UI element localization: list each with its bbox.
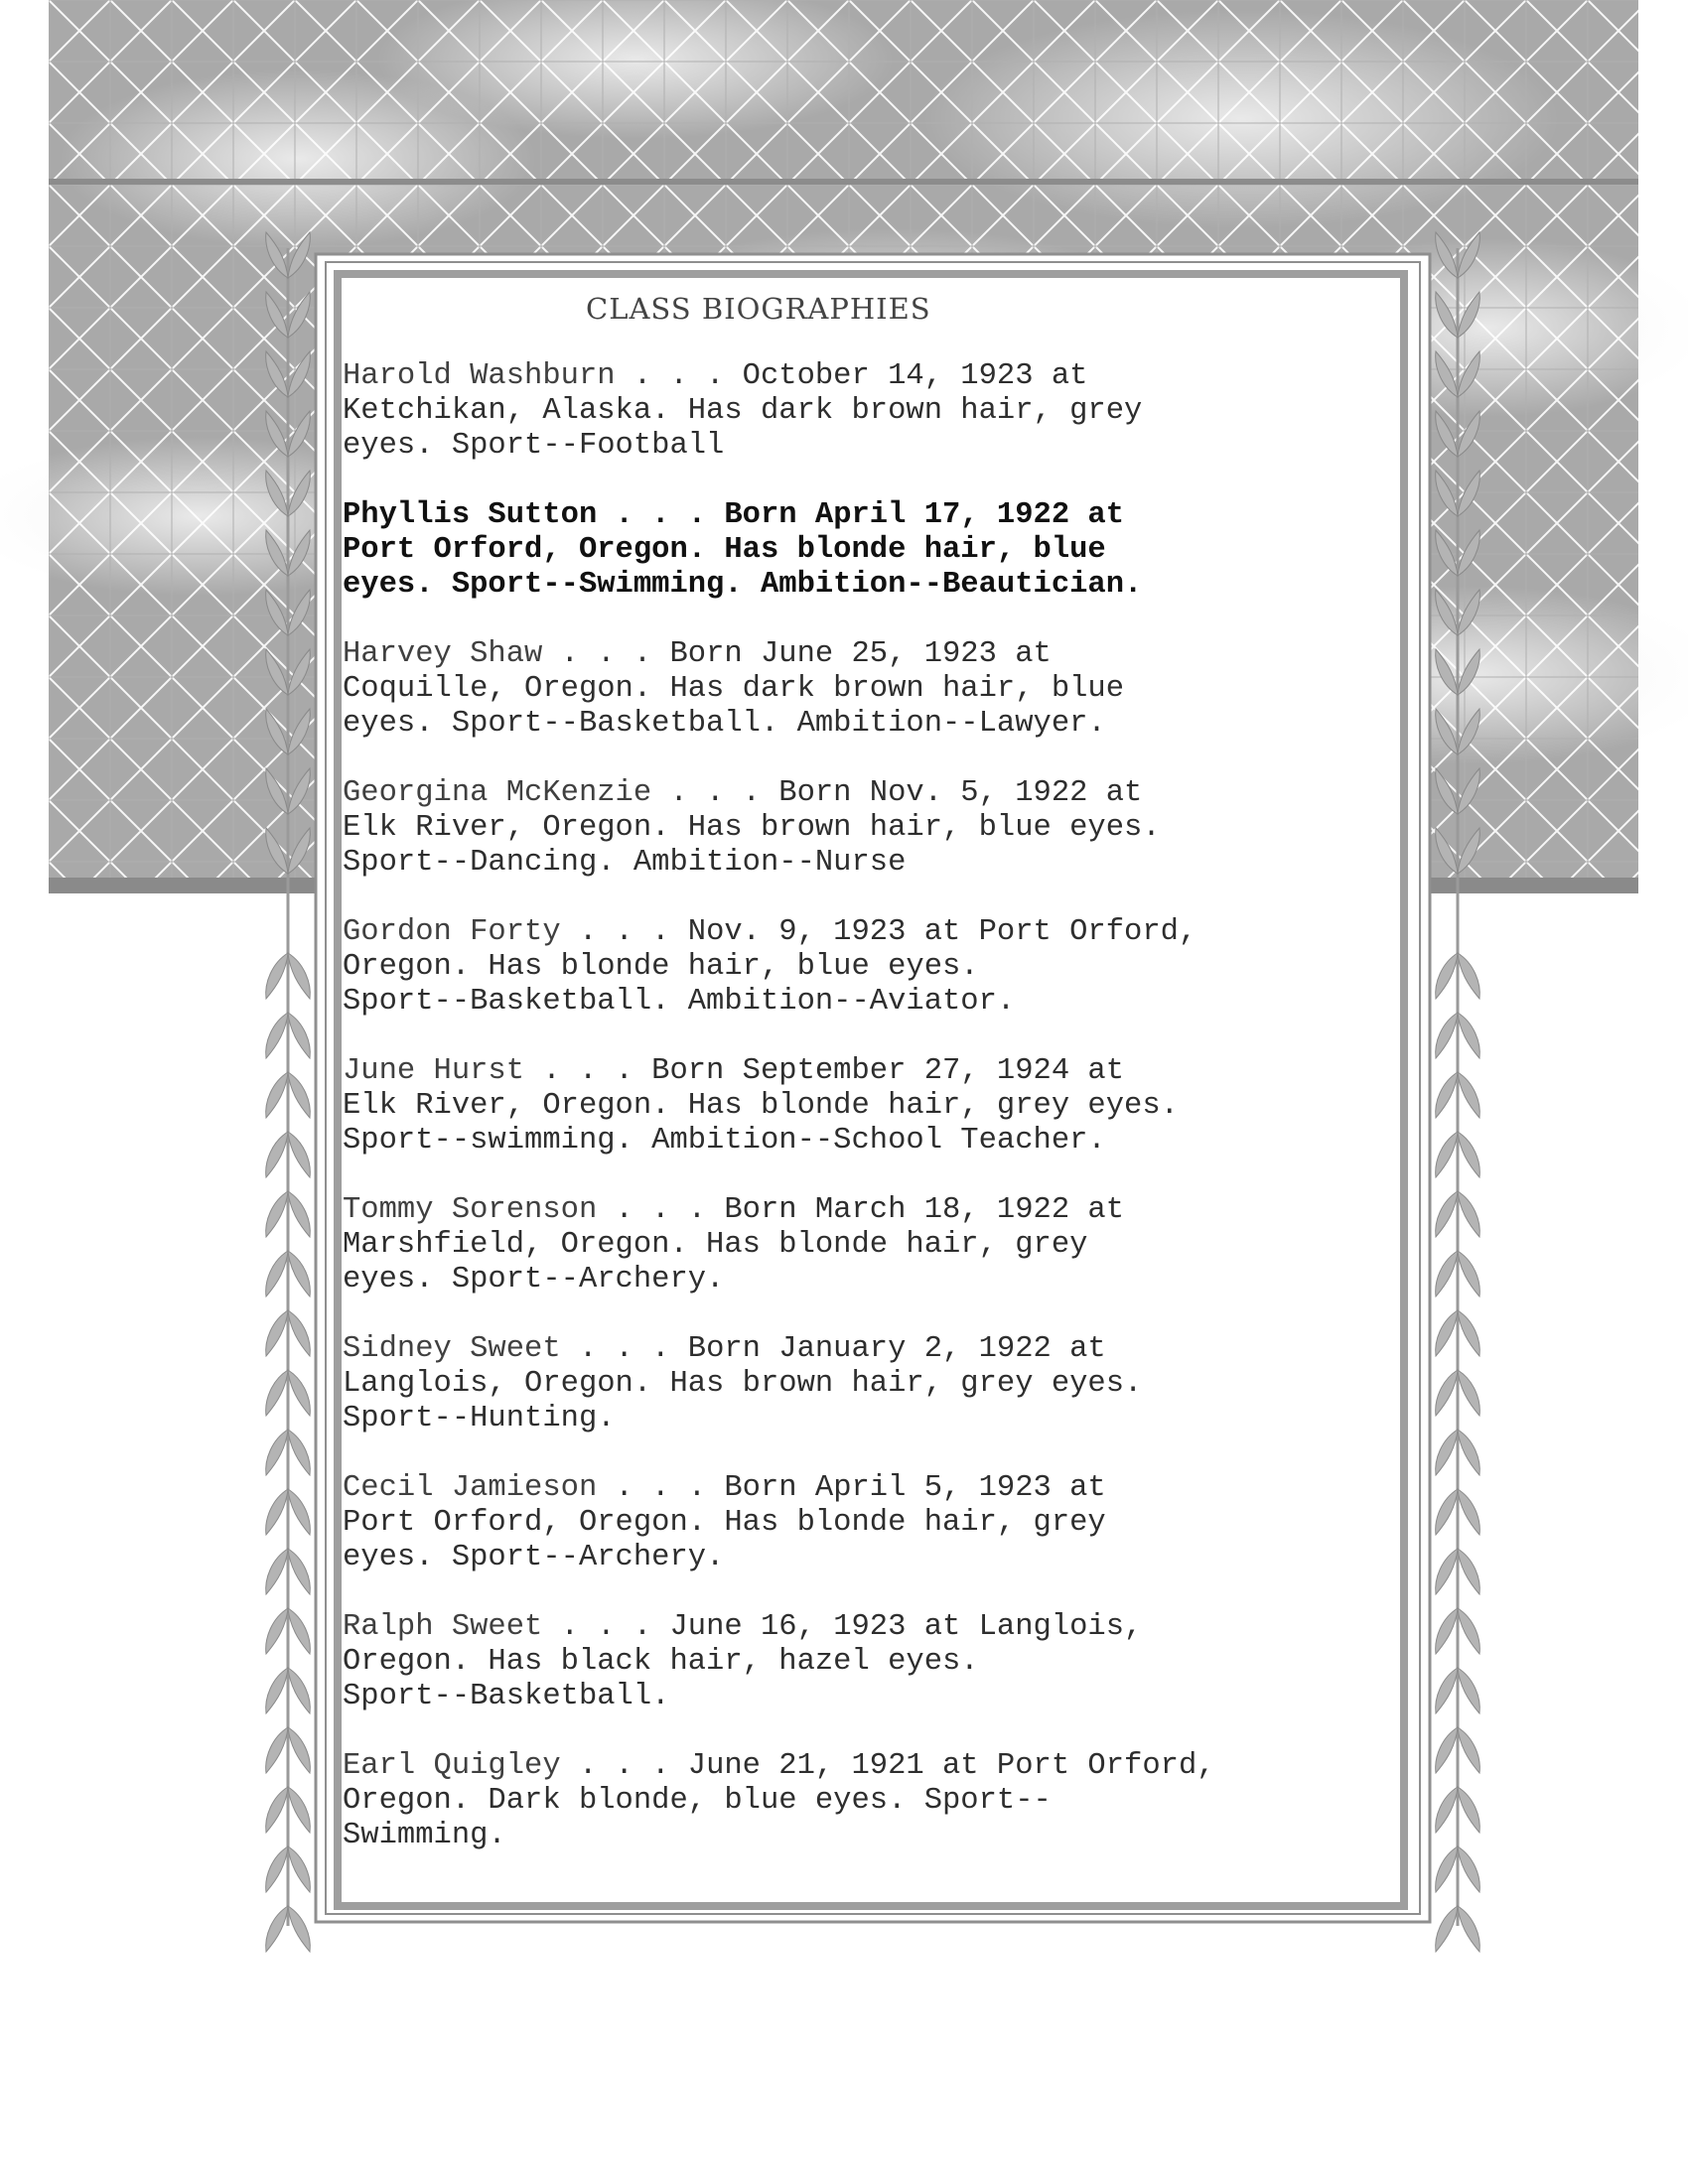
- biography-entry: [343, 1471, 1336, 1575]
- student-name: Tommy Sorenson: [343, 1193, 598, 1227]
- biography-text: . . . October 14, 1923 at Ketchikan, Alaska. Has dark brown hair, grey eyes. Sport--Football: [343, 359, 1143, 463]
- biography-text: . . . Born January 2, 1922 at Langlois, Oregon. Has brown hair, grey eyes. Sport--Hunting.: [343, 1332, 1143, 1435]
- biography-entry: [343, 359, 1336, 464]
- biography-text: . . . Born Nov. 5, 1922 at Elk River, Oregon. Has brown hair, blue eyes. Sport--Dancing. Ambition--Nurse: [343, 776, 1161, 880]
- student-name: Harold Washburn: [343, 359, 616, 393]
- biography-list: [343, 359, 1336, 1888]
- biography-entry: [343, 1054, 1336, 1159]
- biography-text: . . . Born April 5, 1923 at Port Orford, Oregon. Has blonde hair, grey eyes. Sport--Archery.: [343, 1471, 1106, 1574]
- student-name: Gordon Forty: [343, 915, 561, 949]
- biography-entry: [343, 637, 1336, 742]
- biography-entry: [343, 1749, 1336, 1853]
- student-name: Harvey Shaw: [343, 637, 543, 671]
- student-name: Phyllis Sutton: [343, 498, 598, 532]
- biography-text: . . . Born March 18, 1922 at Marshfield, Oregon. Has blonde hair, grey eyes. Sport--Archery.: [343, 1193, 1125, 1297]
- page-title: CLASS BIOGRAPHIES: [586, 292, 931, 326]
- biography-entry: [343, 1193, 1336, 1297]
- biography-text: . . . Nov. 9, 1923 at Port Orford, Oregon. Has blonde hair, blue eyes. Sport--Basketball. Ambition--Aviator.: [343, 915, 1197, 1019]
- student-name: Cecil Jamieson: [343, 1471, 598, 1505]
- student-name: June Hurst: [343, 1054, 525, 1088]
- biography-text: . . . June 21, 1921 at Port Orford, Oregon. Dark blonde, blue eyes. Sport-- Swimming.: [343, 1749, 1215, 1852]
- student-name: Earl Quigley: [343, 1749, 561, 1783]
- biography-entry: [343, 1332, 1336, 1436]
- biographies-panel: [343, 280, 1395, 1896]
- biography-entry: [343, 498, 1336, 603]
- student-name: Ralph Sweet: [343, 1610, 543, 1644]
- biography-text: . . . Born June 25, 1923 at Coquille, Oregon. Has dark brown hair, blue eyes. Sport--Basketball. Ambition--Lawyer.: [343, 637, 1125, 741]
- biography-entry: [343, 915, 1336, 1020]
- biography-text: . . . June 16, 1923 at Langlois, Oregon. Has black hair, hazel eyes. Sport--Basketball.: [343, 1610, 1143, 1713]
- biography-entry: [343, 1610, 1336, 1714]
- student-name: Sidney Sweet: [343, 1332, 561, 1366]
- left-laurel-ornament: [266, 232, 311, 1952]
- right-laurel-ornament: [1436, 232, 1480, 1952]
- biography-text: . . . Born September 27, 1924 at Elk River, Oregon. Has blonde hair, grey eyes. Sport--swimming. Ambition--School Teacher.: [343, 1054, 1179, 1158]
- biography-text: . . . Born April 17, 1922 at Port Orford, Oregon. Has blonde hair, blue eyes. Sport--Swimming. Ambition--Beautician.: [343, 498, 1143, 602]
- student-name: Georgina McKenzie: [343, 776, 652, 810]
- biography-entry: [343, 776, 1336, 881]
